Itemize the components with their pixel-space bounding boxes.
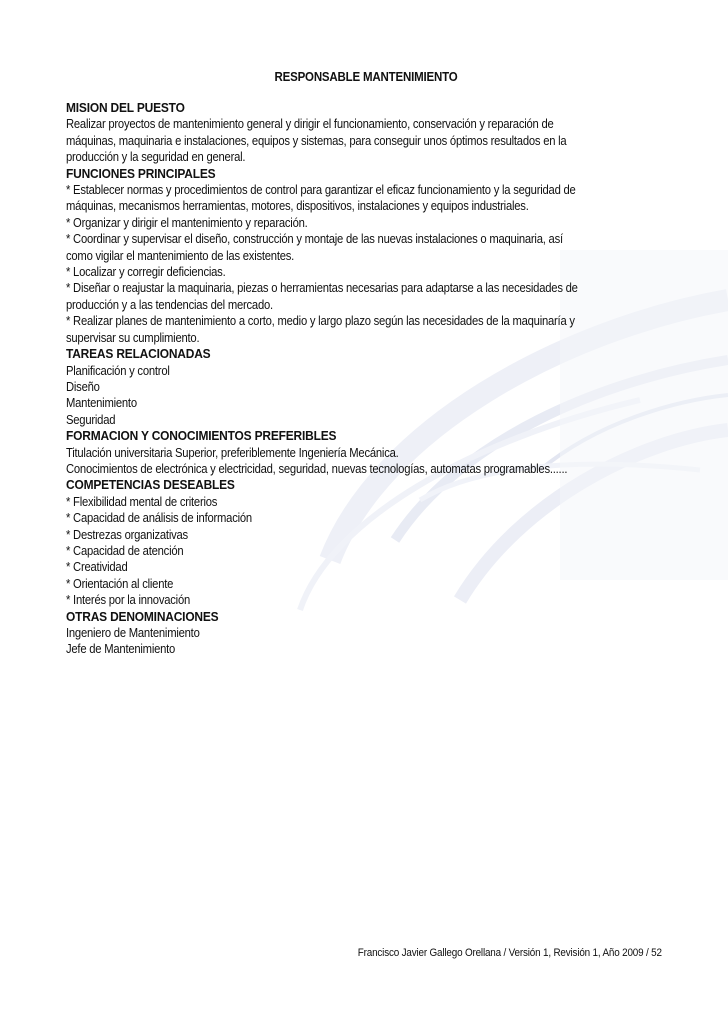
body-line: producción y la seguridad en general. [66, 150, 246, 165]
body-line: * Capacidad de atención [66, 543, 184, 558]
body-line: * Coordinar y supervisar el diseño, construcción y montaje de las nuevas instalaciones o maquinaria, así [66, 232, 563, 247]
section-competencias-deseables [66, 477, 666, 608]
document-body [66, 100, 666, 658]
page-footer: Francisco Javier Gallego Orellana / Versión 1, Revisión 1, Año 2009 / 52 [357, 947, 662, 959]
body-line: supervisar su cumplimiento. [66, 330, 200, 345]
section-heading: FORMACION Y CONOCIMIENTOS PREFERIBLES [66, 428, 337, 444]
body-line: Ingeniero de Mantenimiento [66, 626, 200, 640]
body-line: Mantenimiento [66, 396, 137, 411]
body-line: * Localizar y corregir deficiencias. [66, 265, 226, 280]
body-line: como vigilar el mantenimiento de las existentes. [66, 248, 295, 263]
body-line: * Creatividad [66, 560, 128, 575]
body-line: máquinas, maquinaria e instalaciones, equipos y sistemas, para conseguir unos óptimos resultados en la [66, 133, 567, 148]
body-line: Realizar proyectos de mantenimiento general y dirigir el funcionamiento, conservación y reparación de [66, 117, 554, 132]
body-line: Diseño [66, 379, 100, 394]
body-line: * Organizar y dirigir el mantenimiento y reparación. [66, 215, 308, 230]
body-line: producción y a las tendencias del mercado. [66, 297, 273, 312]
body-line: * Interés por la innovación [66, 593, 191, 608]
body-line: * Capacidad de análisis de información [66, 511, 252, 526]
body-line: Seguridad [66, 412, 116, 427]
body-line: * Realizar planes de mantenimiento a corto, medio y largo plazo según las necesidades de la maquinaría y [66, 314, 575, 329]
document-title: RESPONSABLE MANTENIMIENTO [274, 70, 458, 84]
section-tareas-relacionadas [66, 346, 666, 428]
body-line: máquinas, mecanismos herramientas, motores, dispositivos, instalaciones y equipos industriales. [66, 199, 529, 214]
section-formacion-conocimientos [66, 428, 666, 477]
body-line: * Flexibilidad mental de criterios [66, 494, 218, 509]
section-funciones-principales [66, 166, 666, 346]
body-line: Planificación y control [66, 363, 170, 378]
section-heading: FUNCIONES PRINCIPALES [66, 165, 216, 181]
section-otras-denominaciones [66, 609, 666, 658]
body-line: Jefe de Mantenimiento [66, 642, 176, 657]
body-line: * Diseñar o reajustar la maquinaria, piezas o herramientas necesarias para adaptarse a las necesidades de [66, 281, 578, 296]
section-heading: MISION DEL PUESTO [66, 100, 185, 115]
section-mision-del-puesto [66, 100, 666, 166]
section-heading: OTRAS DENOMINACIONES [66, 608, 219, 624]
body-line: Conocimientos de electrónica y electricidad, seguridad, nuevas tecnologías, automatas programables...... [66, 461, 568, 476]
body-line: * Orientación al cliente [66, 576, 174, 591]
section-heading: COMPETENCIAS DESEABLES [66, 477, 235, 493]
body-line: * Destrezas organizativas [66, 527, 188, 542]
section-heading: TAREAS RELACIONADAS [66, 346, 211, 362]
body-line: Titulación universitaria Superior, preferiblemente Ingeniería Mecánica. [66, 445, 399, 460]
body-line: * Establecer normas y procedimientos de control para garantizar el eficaz funcionamiento y la seguridad de [66, 183, 576, 198]
